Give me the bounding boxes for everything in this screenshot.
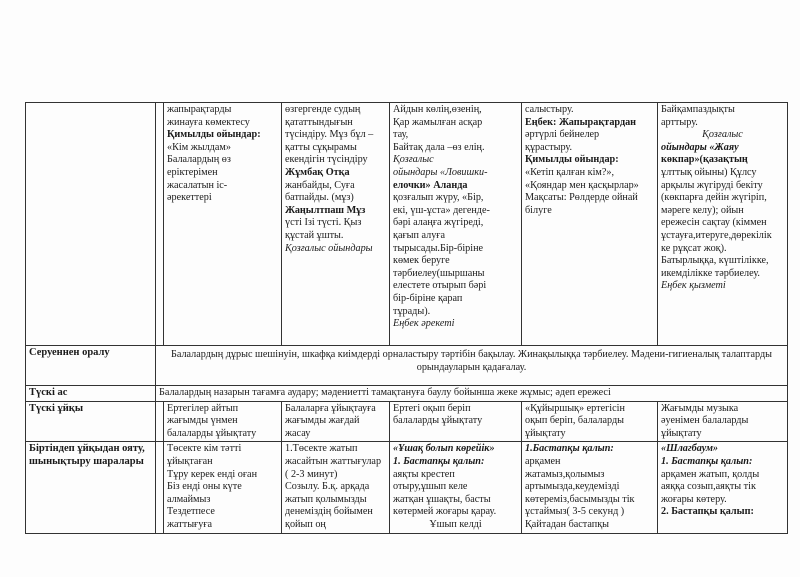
cell-text-line: Айдын көлің,өзенің, bbox=[393, 104, 482, 115]
cell-text-line: жағымды үнмен bbox=[167, 415, 238, 427]
cell-text-line: мәреге келу); ойын bbox=[661, 204, 744, 216]
activity-cell-5 bbox=[658, 103, 788, 346]
cell-text-line: 2. Бастапқы қалып: bbox=[661, 506, 754, 518]
cell-text-line: екендігін түсіндіру bbox=[285, 154, 368, 166]
cell-text-line: қозғалып жүру, «Бір, bbox=[393, 192, 484, 204]
cell-text-line: екі, үш-ұста» дегенде- bbox=[393, 204, 490, 216]
cell-text-line: өзгергенде судың bbox=[285, 104, 361, 115]
cell-text-line: жағымды жағдай bbox=[285, 415, 360, 427]
wake-cell-2 bbox=[282, 442, 390, 534]
cell-text-line: жапырақтарды bbox=[167, 104, 232, 115]
cell-text-line: Қимылды ойындар: bbox=[167, 129, 261, 141]
cell-text-line: Жұмбақ Отқа bbox=[285, 166, 350, 178]
cell-text-line: әрекеттері bbox=[167, 192, 212, 204]
cell-text-line: үсті Ізі түсті. Қыз bbox=[285, 217, 362, 229]
cell-text-line: құрастыру. bbox=[525, 141, 573, 153]
table-row-activity bbox=[26, 103, 788, 346]
cell-text-line: 1.Бастапқы қалып: bbox=[525, 443, 614, 455]
cell-text-line: аяққа созып,аяқты тік bbox=[661, 481, 756, 493]
cell-text-line: қататтындығын bbox=[285, 116, 353, 128]
cell-text-line: Ертегі оқып беріп bbox=[393, 402, 471, 414]
cell-text-line: ұлттық ойыны) Құлсу bbox=[661, 166, 757, 178]
spacer-cell bbox=[156, 442, 164, 534]
row-label-lunch: Түскі ас bbox=[26, 386, 156, 402]
activity-cell-4 bbox=[522, 103, 658, 346]
cell-text-line: арқылы жүгіруді бекіту bbox=[661, 179, 763, 191]
cell-text-line: алмаймыз bbox=[167, 493, 211, 505]
activity-cell-2 bbox=[282, 103, 390, 346]
sleep-cell-1 bbox=[164, 401, 282, 442]
sleep-cell-3 bbox=[390, 401, 522, 442]
cell-text-line: Байтақ дала –өз елің. bbox=[393, 141, 485, 153]
cell-text-line: түсіндіру. Мұз бұл – bbox=[285, 129, 374, 141]
cell-text-line: елестете отырып бәрі bbox=[393, 280, 487, 292]
cell-text-line: тұрады). bbox=[393, 305, 431, 317]
cell-text-line: арқамен жатып, қолды bbox=[661, 468, 760, 480]
cell-text-line: әртүрлі бейнелер bbox=[525, 129, 600, 141]
cell-text-line: ойындары «Ловишки- bbox=[393, 166, 488, 178]
cell-text-line: Қозғалыс bbox=[702, 129, 743, 141]
cell-text-line: жасайтын жаттығулар bbox=[285, 455, 382, 467]
cell-text-line: жанбайды, Суға bbox=[285, 179, 355, 191]
cell-text-line: Біз енді оны күте bbox=[167, 481, 242, 493]
cell-text-line: оқып беріп, балаларды bbox=[525, 415, 625, 427]
sleep-cell-2 bbox=[282, 401, 390, 442]
wake-cell-5 bbox=[658, 442, 788, 534]
spacer-cell bbox=[156, 103, 164, 346]
cell-text-line: жасалатын іс- bbox=[167, 179, 228, 191]
cell-text-line: арқамен bbox=[525, 455, 561, 467]
lunch-text: Балалардың назарын тағамға аудару; мәдениетті тамақтануға баулу бойынша жеке жұмыс; әдеп ережесі bbox=[156, 386, 788, 402]
row-label-activity bbox=[26, 103, 156, 346]
cell-text-line: Тұру керек енді оған bbox=[167, 468, 258, 480]
row-label-return: Серуеннен оралу bbox=[26, 346, 156, 386]
cell-text-line: салыстыру. bbox=[525, 104, 574, 115]
cell-text-line: Еңбек әрекеті bbox=[393, 318, 455, 330]
return-text: Балалардың дұрыс шешінуін, шкафқа киімдерді орналастыру тәртібін бақылау. Жинақылыққа тәрбиелеу. Мәдени-гигиеналық талаптарды орындауларын қадағалау. bbox=[156, 346, 788, 386]
cell-text-line: көмек беруге bbox=[393, 255, 450, 267]
activity-cell-3 bbox=[390, 103, 522, 346]
cell-text-line: Қайтадан бастапқы bbox=[525, 518, 610, 530]
cell-text-line: 1.Төсекте жатып bbox=[285, 443, 358, 455]
table-row-lunch bbox=[26, 386, 788, 402]
cell-text-line: Балалардың өз bbox=[167, 154, 231, 166]
cell-text-line: ұйықтату bbox=[661, 427, 702, 439]
cell-text-line: арттыру. bbox=[661, 116, 698, 128]
row-label-wake: Біртіндеп ұйқыдан ояту, шынықтыру шаралары bbox=[26, 442, 156, 534]
cell-text-line: аяқты крестеп bbox=[393, 468, 455, 480]
cell-text-line: балаларды ұйықтату bbox=[393, 415, 483, 427]
cell-text-line: жаттығуға bbox=[167, 518, 213, 530]
cell-text-line: Төсекте кім тәтті bbox=[167, 443, 242, 455]
cell-text-line: Жағымды музыка bbox=[661, 402, 739, 414]
cell-text-line: ұйықтаған bbox=[167, 455, 213, 467]
cell-text-line: ке рұқсат жоқ). bbox=[661, 242, 727, 254]
cell-text-line: «Ұшақ болып көрейік» bbox=[393, 443, 495, 455]
cell-text-line: бір-біріне қарап bbox=[393, 292, 463, 304]
cell-text-line: бәрі алаңға жүгіреді, bbox=[393, 217, 484, 229]
cell-text-line: отыру,ұшып келе bbox=[393, 481, 468, 493]
cell-text-line: Қар жамылған асқар bbox=[393, 116, 483, 128]
cell-text-line: Қозғалыс bbox=[393, 154, 434, 166]
cell-text-line: көтермей жоғары қарау. bbox=[393, 506, 497, 518]
cell-text-line: Тездетпесе bbox=[167, 506, 215, 518]
cell-text-line: артымызда,кеудемізді bbox=[525, 481, 620, 493]
cell-text-line: Қимылды ойындар: bbox=[525, 154, 619, 166]
cell-text-line: білуге bbox=[525, 204, 552, 216]
cell-text-line: «Шлагбаум» bbox=[661, 443, 719, 455]
table-row-sleep bbox=[26, 401, 788, 442]
cell-text-line: ( 2-3 минут) bbox=[285, 468, 338, 480]
cell-text-line: көтереміз,басымызды тік bbox=[525, 493, 635, 505]
cell-text-line: Қозғалыс ойындары bbox=[285, 242, 373, 254]
cell-text-line: Батырлыққа, күштілікке, bbox=[661, 255, 769, 267]
cell-text-line: тау, bbox=[393, 129, 409, 141]
cell-text-line: Мақсаты: Рөлдерде ойнай bbox=[525, 192, 638, 204]
wake-cell-3 bbox=[390, 442, 522, 534]
wake-cell-4 bbox=[522, 442, 658, 534]
cell-text-line: Ертегілер айтып bbox=[167, 402, 239, 414]
cell-text-line: икемділікке тәрбиелеу. bbox=[661, 267, 760, 279]
cell-text-line: Еңбек қызметі bbox=[661, 280, 726, 292]
cell-text-line: ұстауға,итеруге,дөрекілік bbox=[661, 229, 772, 241]
table-row-wake bbox=[26, 442, 788, 534]
cell-text-line: қойып оң bbox=[285, 518, 326, 530]
cell-text-line: ұстаймыз( 3-5 секунд ) bbox=[525, 506, 625, 518]
schedule-table bbox=[25, 102, 788, 534]
cell-text-line: 1. Бастапқы қалып: bbox=[661, 455, 753, 467]
cell-text-line: ойындары «Жаяу bbox=[661, 141, 739, 153]
cell-text-line: 1. Бастапқы қалып: bbox=[393, 455, 485, 467]
cell-text-line: денеміздің бойымен bbox=[285, 506, 373, 518]
cell-text-line: Жаңылтпаш Мұз bbox=[285, 204, 366, 216]
cell-text-line: Байқампаздықты bbox=[661, 104, 735, 115]
cell-text-line: тәрбиелеу(шыршаны bbox=[393, 267, 485, 279]
cell-text-line: жасау bbox=[285, 427, 311, 439]
cell-text-line: қатты сұқырамы bbox=[285, 141, 357, 153]
cell-text-line: ережесін сақтау (кіммен bbox=[661, 217, 767, 229]
cell-text-line: тырысады.Бір-біріне bbox=[393, 242, 484, 254]
cell-text-line: жатқан ұшақты, басты bbox=[393, 493, 491, 505]
cell-text-line: «Кім жылдам» bbox=[167, 141, 231, 153]
cell-text-line: «Кетіп қалған кім?», bbox=[525, 166, 615, 178]
cell-text-line: (көкпарға дейін жүгіріп, bbox=[661, 192, 767, 204]
cell-text-line: жоғары көтеру. bbox=[661, 493, 727, 505]
cell-text-line: құстай ұшты. bbox=[285, 229, 344, 241]
cell-text-line: әуенімен балаларды bbox=[661, 415, 749, 427]
activity-cell-1 bbox=[164, 103, 282, 346]
cell-text-line: жатып қолымызды bbox=[285, 493, 367, 505]
table-row-return bbox=[26, 346, 788, 386]
cell-text-line: Созылу. Б.қ. арқада bbox=[285, 481, 370, 493]
cell-text-line: «Қояндар мен қасқырлар» bbox=[525, 179, 639, 191]
cell-text-line: батпайды. (мұз) bbox=[285, 192, 354, 204]
row-label-sleep: Түскі ұйқы bbox=[26, 401, 156, 442]
spacer-cell bbox=[156, 401, 164, 442]
cell-text-line: Балаларға ұйықтауға bbox=[285, 402, 376, 414]
cell-text-line: жатамыз,қолымыз bbox=[525, 468, 605, 480]
cell-text-line: Еңбек: Жапырақтардан bbox=[525, 116, 637, 128]
cell-text-line: балаларды ұйықтату bbox=[167, 427, 257, 439]
cell-text-line: ұйықтату bbox=[525, 427, 566, 439]
cell-text-line: қағып алуға bbox=[393, 229, 445, 241]
cell-text-line: көкпар»(қазақтың bbox=[661, 154, 748, 166]
cell-text-line: еріктерімен bbox=[167, 166, 218, 178]
cell-text-line: жинауға көмектесу bbox=[167, 116, 250, 128]
cell-text-line: Ұшып келді bbox=[429, 518, 482, 530]
sleep-cell-5 bbox=[658, 401, 788, 442]
cell-text-line: «Құйыршық» ертегісін bbox=[525, 402, 625, 414]
sleep-cell-4 bbox=[522, 401, 658, 442]
wake-cell-1 bbox=[164, 442, 282, 534]
cell-text-line: елочки» Аланда bbox=[393, 179, 468, 191]
